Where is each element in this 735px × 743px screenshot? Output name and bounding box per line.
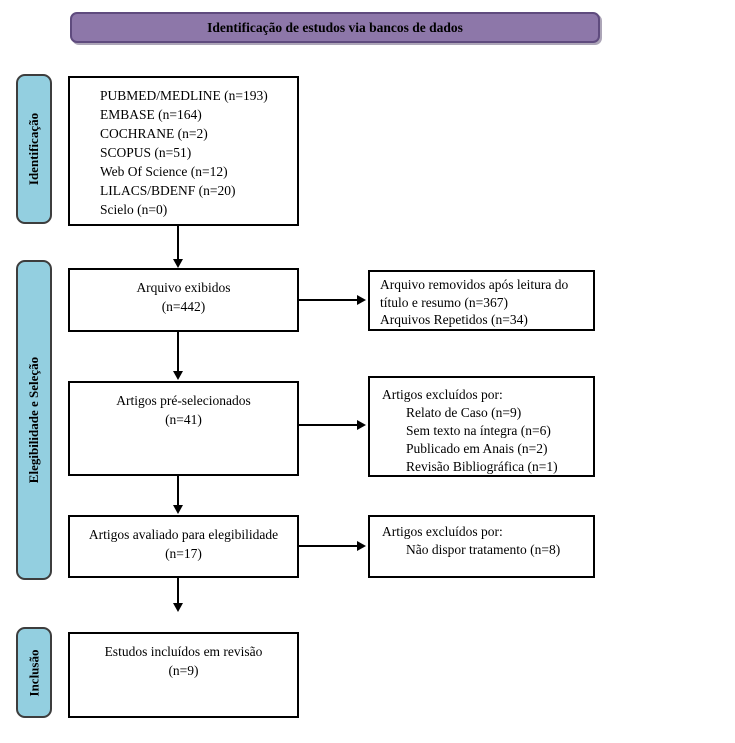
box-title: Artigos avaliado para elegibilidade bbox=[88, 527, 279, 542]
database-line: EMBASE (n=164) bbox=[100, 107, 202, 122]
diagram-title-banner bbox=[70, 12, 600, 43]
box-title: Artigos excluídos por: bbox=[382, 524, 503, 539]
database-line: SCOPUS (n=51) bbox=[100, 145, 192, 160]
stage-label-inclusao bbox=[16, 627, 52, 718]
box-title: Estudos incluídos em revisão bbox=[104, 644, 263, 659]
database-line: LILACS/BDENF (n=20) bbox=[100, 183, 236, 198]
box-line: Arquivos Repetidos (n=34) bbox=[380, 312, 528, 327]
database-line: Web Of Science (n=12) bbox=[100, 164, 228, 179]
arrow-right-icon bbox=[299, 295, 366, 305]
diagram-title: Identificação de estudos via bancos de dados bbox=[207, 19, 463, 35]
database-line: Scielo (n=0) bbox=[100, 202, 168, 217]
databases-box bbox=[68, 76, 299, 226]
arrow-down-icon bbox=[173, 332, 183, 380]
arrow-right-icon bbox=[299, 420, 366, 430]
box-title: Artigos excluídos por: bbox=[382, 387, 503, 402]
database-line: PUBMED/MEDLINE (n=193) bbox=[100, 88, 268, 103]
exclusion-reason: Relato de Caso (n=9) bbox=[406, 405, 522, 420]
box-line: Arquivo removidos após leitura do bbox=[380, 277, 569, 292]
exclusion-reason: Revisão Bibliográfica (n=1) bbox=[406, 459, 558, 474]
box-title: Artigos pré-selecionados bbox=[116, 393, 251, 408]
stage-label-text: Inclusão bbox=[26, 649, 41, 696]
stage-label-identificacao bbox=[16, 74, 52, 224]
included-studies-box bbox=[68, 632, 299, 718]
box-count: (n=9) bbox=[168, 663, 199, 678]
records-screened-box bbox=[68, 268, 299, 332]
box-count: (n=442) bbox=[161, 299, 206, 314]
exclusion-reason: Publicado em Anais (n=2) bbox=[406, 441, 548, 456]
exclusion-reason: Não dispor tratamento (n=8) bbox=[406, 542, 561, 557]
box-count: (n=17) bbox=[165, 546, 202, 561]
preselected-articles-box bbox=[68, 381, 299, 476]
arrow-down-icon bbox=[173, 226, 183, 268]
excluded-preselection-box bbox=[368, 376, 595, 477]
arrow-down-icon bbox=[173, 476, 183, 514]
arrow-down-icon bbox=[173, 578, 183, 612]
exclusion-reason: Sem texto na íntegra (n=6) bbox=[406, 423, 551, 438]
box-line: título e resumo (n=367) bbox=[380, 294, 508, 310]
stage-label-elegibilidade-selecao bbox=[16, 260, 52, 580]
database-line: COCHRANE (n=2) bbox=[100, 126, 208, 141]
box-title: Arquivo exibidos bbox=[136, 280, 231, 295]
records-removed-box bbox=[368, 270, 595, 331]
box-count: (n=41) bbox=[165, 412, 202, 427]
arrow-right-icon bbox=[299, 541, 366, 551]
stage-label-text: Elegibilidade e Seleção bbox=[26, 356, 42, 484]
assessed-eligibility-box bbox=[68, 515, 299, 578]
stage-label-text: Identificação bbox=[26, 112, 41, 186]
excluded-assessment-box bbox=[368, 515, 595, 578]
